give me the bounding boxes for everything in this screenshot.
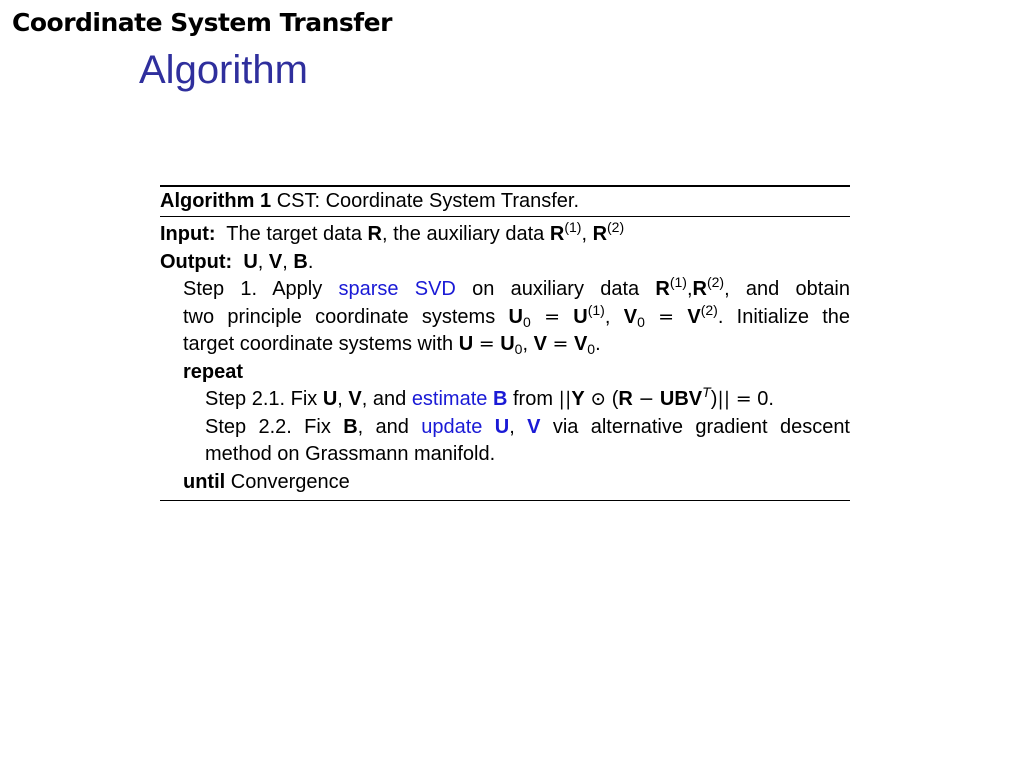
symbol-B: B bbox=[293, 250, 308, 273]
superscript: (1) bbox=[669, 274, 687, 290]
symbol-R2: R bbox=[692, 278, 707, 300]
step-text: , and obtain bbox=[724, 278, 851, 300]
superscript: (2) bbox=[700, 301, 718, 318]
comma: , bbox=[581, 223, 587, 245]
step1-line bbox=[160, 276, 850, 304]
estimate-link[interactable]: estimate bbox=[411, 388, 488, 410]
step22-line bbox=[160, 414, 850, 442]
step-text: target coordinate systems with bbox=[183, 333, 454, 355]
superscript: (2) bbox=[706, 274, 725, 290]
step-text: Step 1. Apply bbox=[183, 278, 323, 300]
superscript: (2) bbox=[607, 219, 625, 235]
superscript: (1) bbox=[587, 301, 605, 318]
bottom-rule bbox=[160, 500, 850, 501]
symbol-V: V bbox=[533, 333, 547, 355]
algorithm-body bbox=[160, 217, 850, 500]
step22-line bbox=[160, 441, 850, 469]
symbol-U: U bbox=[573, 305, 588, 328]
symbol-R: R bbox=[618, 388, 633, 410]
step-text: Step 2.2. Fix bbox=[205, 415, 331, 438]
symbol-V: V bbox=[527, 415, 541, 438]
step-text: via alternative gradient descent bbox=[552, 415, 850, 438]
symbol-U: U bbox=[500, 333, 515, 355]
symbol-U: U bbox=[322, 388, 338, 410]
step-text: Step 2.1. Fix bbox=[205, 388, 318, 410]
symbol-R: R bbox=[367, 223, 382, 245]
symbol-V: V bbox=[348, 388, 362, 410]
superscript: T bbox=[702, 384, 711, 400]
step-text: method on Grassmann manifold. bbox=[205, 443, 496, 465]
step21-line: Step 2.1. Fix U, V, and estimate B from ||Y ⊙ $(R - UBV^T)|| = 0$. bbox=[205, 384, 774, 410]
sparse-svd-link[interactable]: sparse SVD bbox=[338, 278, 456, 300]
input-line bbox=[160, 221, 850, 249]
step-text: , and bbox=[357, 415, 409, 438]
algorithm-box bbox=[160, 185, 850, 501]
subscript: 0 bbox=[637, 313, 645, 330]
until-text: Convergence bbox=[230, 470, 350, 493]
symbol-R1: R bbox=[549, 223, 565, 245]
until-line bbox=[160, 469, 850, 497]
step-text: on auxiliary data bbox=[472, 278, 640, 300]
step-text: two principle coordinate systems bbox=[183, 305, 496, 328]
step1-line bbox=[160, 301, 851, 332]
update-link[interactable]: update bbox=[421, 415, 483, 438]
repeat-keyword: repeat bbox=[183, 360, 244, 383]
step-text: from bbox=[512, 388, 553, 410]
symbol-B: B bbox=[492, 388, 508, 410]
output-label: Output: bbox=[160, 250, 233, 273]
input-text: The target data bbox=[226, 223, 362, 245]
symbol-U: U bbox=[243, 250, 258, 273]
math-V0: $V_0 = V^{(2)}$. Initialize the bbox=[623, 301, 851, 330]
symbol-V: V bbox=[623, 305, 638, 328]
step-text: . Initialize the bbox=[717, 305, 851, 328]
symbol-U: U bbox=[458, 333, 474, 355]
math-U0: $U_0 = U^{(1)}$, bbox=[508, 301, 611, 330]
input-text: , the auxiliary data bbox=[381, 223, 545, 245]
subscript: 0 bbox=[514, 341, 523, 357]
caption-label: Algorithm 1 bbox=[160, 190, 272, 212]
comma: , bbox=[686, 278, 693, 300]
symbol-R2: R bbox=[592, 223, 608, 245]
input-label: Input: bbox=[160, 223, 216, 245]
symbol-B: B bbox=[343, 415, 358, 438]
repeat-line bbox=[160, 359, 850, 387]
symbol-V: V bbox=[573, 333, 588, 355]
symbol-Y: Y bbox=[571, 388, 585, 410]
symbol-U: U bbox=[494, 415, 510, 438]
symbol-V: V bbox=[268, 250, 283, 273]
subscript: 0 bbox=[587, 341, 596, 357]
until-keyword: until bbox=[183, 470, 226, 493]
math-B bbox=[343, 416, 409, 438]
caption-text: CST: Coordinate System Transfer. bbox=[276, 190, 580, 212]
symbol-V: V bbox=[687, 305, 701, 328]
symbol-UBV: UBV bbox=[659, 388, 703, 410]
symbol-R1: R bbox=[655, 278, 670, 300]
superscript: (1) bbox=[564, 219, 582, 235]
symbol-U: U bbox=[508, 305, 523, 328]
formula: ||Y ⊙ $(R - UBV^T)|| = 0$. bbox=[558, 384, 774, 410]
step1-line: target coordinate systems with $U = U_0$, $V = V_0$. bbox=[183, 333, 601, 357]
algorithm-caption bbox=[160, 187, 850, 216]
header-title: Coordinate System Transfer bbox=[12, 8, 392, 37]
formula-end: 0. bbox=[757, 388, 774, 410]
output-line: Output: U, V, B. bbox=[160, 250, 314, 273]
subscript: 0 bbox=[522, 313, 531, 330]
slide-title: Algorithm bbox=[139, 48, 308, 92]
math-R1R2 bbox=[655, 274, 851, 300]
step-text: , and bbox=[361, 388, 407, 410]
math-UV: U, bbox=[494, 415, 515, 438]
